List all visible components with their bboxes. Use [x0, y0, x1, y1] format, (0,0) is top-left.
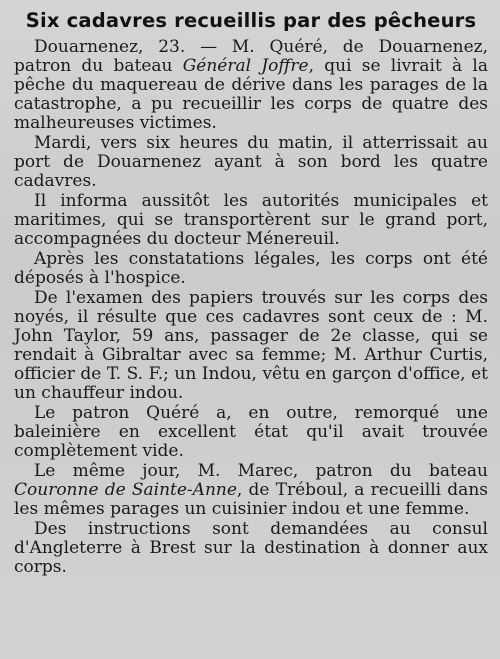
article-paragraph — [14, 134, 488, 191]
paragraph-text: Mardi, vers six heures du matin, il atterrissait au port de Douarnenez ayant à son bord les quatre cadavres. — [14, 133, 488, 191]
paragraph-text: Des instructions sont demandées au consul d'Angleterre à Brest sur la destination à donner aux corps. — [14, 519, 488, 577]
article-paragraph — [14, 520, 488, 577]
article-paragraph — [14, 38, 488, 133]
article-paragraph — [14, 192, 488, 249]
article-paragraph — [14, 289, 488, 403]
paragraph-text: Le patron Quéré a, en outre, remorqué une baleinière en excellent état qu'il avait trouvée complètement vide. — [14, 403, 488, 461]
article-paragraph — [14, 462, 488, 519]
boat-name: Général Joffre — [182, 56, 309, 76]
article-paragraph — [14, 404, 488, 461]
paragraph-text: Le même jour, M. Marec, patron du bateau — [34, 461, 488, 481]
article-paragraph — [14, 250, 488, 288]
paragraph-text: Douarnenez, 23. — M. Quéré, de Douarnenez, patron du bateau — [14, 37, 488, 76]
paragraph-text: , qui se livrait à la pêche du maquereau de dérive dans les parages de la catastrophe, a pu recueillir les corps de quatre des malheureuses victimes. — [14, 56, 488, 133]
boat-name: Couronne de Sainte-Anne — [14, 480, 237, 500]
paragraph-text: De l'examen des papiers trouvés sur les corps des noyés, il résulte que ces cadavres sont ceux de : M. John Taylor, 59 ans, passager de 2e classe, qui se rendait à Gibraltar avec sa femme; M. Arthur Curtis, officier de T. S. F.; un Indou, vêtu en garçon d'office, et un chauffeur indou. — [14, 288, 488, 403]
paragraph-text: Après les constatations légales, les corps ont été déposés à l'hospice. — [14, 249, 488, 288]
paragraph-text: , de Tréboul, a recueilli dans les mêmes parages un cuisinier indou et une femme. — [14, 480, 488, 519]
article-headline: Six cadavres recueillis par des pêcheurs — [25, 9, 477, 32]
paragraph-text: Il informa aussitôt les autorités municipales et maritimes, qui se transportèrent sur le grand port, accompagnées du docteur Ménereuil. — [14, 191, 488, 249]
